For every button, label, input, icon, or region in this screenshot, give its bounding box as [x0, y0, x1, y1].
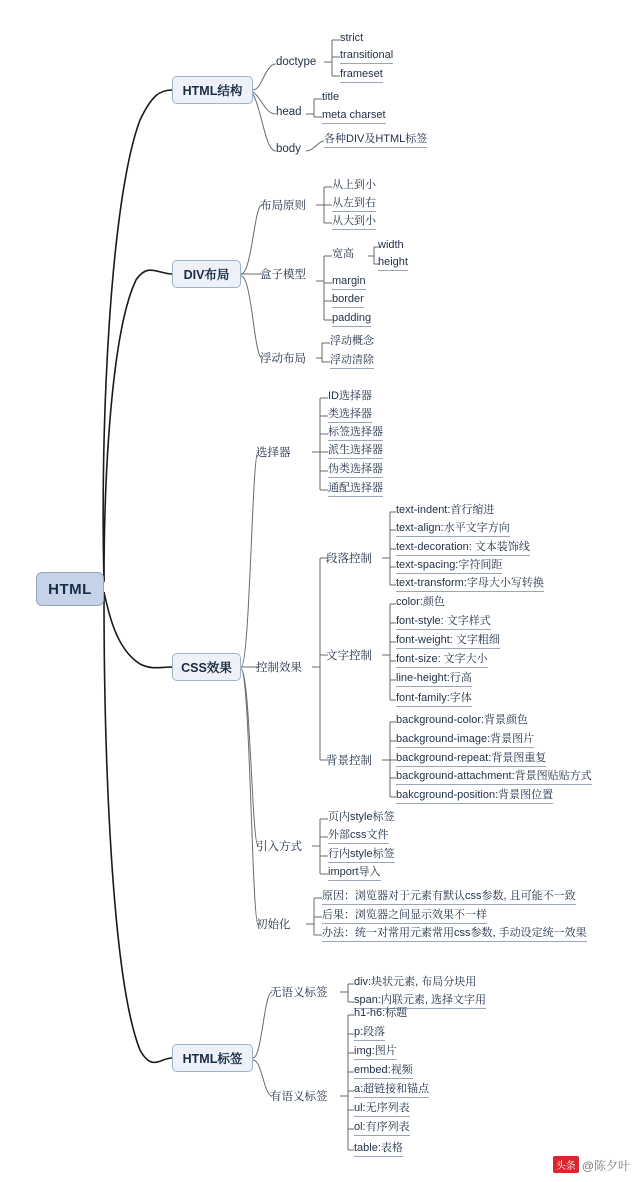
leaf-img[interactable]: img:图片: [354, 1045, 397, 1060]
node-background-control[interactable]: 背景控制: [326, 755, 372, 767]
leaf-id-selector[interactable]: ID选择器: [328, 390, 372, 402]
leaf-h1-h6[interactable]: h1-h6:标题: [354, 1007, 408, 1019]
branch-node-html-tags[interactable]: HTML标签: [172, 1044, 253, 1072]
watermark-text: @陈夕叶: [581, 1159, 630, 1173]
leaf-span[interactable]: span:内联元素, 选择文字用: [354, 994, 486, 1009]
leaf-frameset[interactable]: frameset: [340, 68, 383, 83]
leaf-line-height[interactable]: line-height:行高: [396, 672, 472, 687]
leaf-margin[interactable]: margin: [332, 275, 366, 290]
node-initialization[interactable]: 初始化: [256, 919, 291, 931]
node-control-effects[interactable]: 控制效果: [256, 662, 302, 674]
leaf-import-directive[interactable]: import导入: [328, 866, 381, 881]
leaf-height[interactable]: height: [378, 256, 408, 271]
leaf-meta-charset[interactable]: meta charset: [322, 109, 386, 124]
leaf-font-style[interactable]: font-style: 文字样式: [396, 615, 491, 630]
leaf-strict[interactable]: strict: [340, 32, 364, 44]
leaf-top-to-bottom[interactable]: 从上到小: [332, 179, 376, 191]
leaf-left-to-right[interactable]: 从左到右: [332, 197, 376, 212]
node-text-control[interactable]: 文字控制: [326, 650, 372, 662]
leaf-float-clear[interactable]: 浮动清除: [330, 354, 374, 369]
leaf-background-image[interactable]: background-image:背景图片: [396, 733, 534, 748]
node-selectors[interactable]: 选择器: [256, 447, 291, 459]
node-layout-principles[interactable]: 布局原则: [260, 200, 306, 212]
leaf-float-concept[interactable]: 浮动概念: [330, 335, 374, 347]
node-doctype[interactable]: doctype: [276, 56, 317, 68]
leaf-border[interactable]: border: [332, 293, 364, 308]
leaf-background-position[interactable]: bakcground-position:背景图位置: [396, 789, 553, 804]
leaf-text-decoration[interactable]: text-decoration: 文本装饰线: [396, 541, 530, 556]
leaf-tag-selector[interactable]: 标签选择器: [328, 426, 383, 441]
watermark: [553, 1156, 630, 1174]
node-semantic-tags[interactable]: 有语义标签: [270, 1091, 328, 1103]
branch-node-html-structure[interactable]: HTML结构: [172, 76, 253, 104]
leaf-big-to-small[interactable]: 从大到小: [332, 215, 376, 230]
leaf-init-consequence[interactable]: 后果：浏览器之间显示效果不一样: [322, 909, 487, 924]
node-box-model[interactable]: 盒子模型: [260, 269, 306, 281]
branch-node-css-effects[interactable]: CSS效果: [172, 653, 241, 681]
root-node[interactable]: HTML: [36, 572, 104, 606]
leaf-transitional[interactable]: transitional: [340, 49, 393, 64]
leaf-text-transform[interactable]: text-transform:字母大小写转换: [396, 577, 544, 592]
leaf-text-align[interactable]: text-align:水平文字方向: [396, 522, 510, 537]
node-float-layout[interactable]: 浮动布局: [260, 353, 306, 365]
leaf-width[interactable]: width: [378, 239, 404, 251]
leaf-class-selector[interactable]: 类选择器: [328, 408, 372, 423]
leaf-div[interactable]: div:块状元素, 布局分块用: [354, 976, 477, 988]
leaf-p[interactable]: p:段落: [354, 1026, 385, 1041]
leaf-background-repeat[interactable]: background-repeat:背景图重复: [396, 752, 546, 767]
leaf-ul[interactable]: ul:无序列表: [354, 1102, 410, 1117]
leaf-init-reason[interactable]: 原因：浏览器对于元素有默认css参数, 且可能不一致: [322, 890, 576, 905]
leaf-inline-style-tag[interactable]: 行内style标签: [328, 848, 395, 863]
leaf-font-weight[interactable]: font-weight: 文字粗细: [396, 634, 500, 649]
leaf-title[interactable]: title: [322, 91, 340, 103]
node-import-methods[interactable]: 引入方式: [256, 841, 302, 853]
leaf-a[interactable]: a:超链接和锚点: [354, 1083, 429, 1098]
node-non-semantic-tags[interactable]: 无语义标签: [270, 987, 328, 999]
leaf-init-method[interactable]: 办法：统一对常用元素常用css参数, 手动设定统一效果: [322, 927, 587, 942]
branch-node-div-layout[interactable]: DIV布局: [172, 260, 241, 288]
node-body[interactable]: body: [276, 143, 301, 155]
leaf-pseudo-class-selector[interactable]: 伪类选择器: [328, 463, 383, 478]
leaf-width-height-cn[interactable]: 宽高: [332, 248, 354, 260]
leaf-div-html-tags[interactable]: 各种DIV及HTML标签: [324, 133, 427, 148]
leaf-font-size[interactable]: font-size: 文字大小: [396, 653, 488, 668]
leaf-background-color[interactable]: background-color:背景颜色: [396, 714, 529, 726]
leaf-font-family[interactable]: font-family:字体: [396, 692, 472, 707]
leaf-ol[interactable]: ol:有序列表: [354, 1121, 410, 1136]
leaf-internal-style-tag[interactable]: 页内style标签: [328, 811, 395, 823]
leaf-descendant-selector[interactable]: 派生选择器: [328, 444, 383, 459]
leaf-external-css-file[interactable]: 外部css文件: [328, 829, 389, 844]
leaf-wildcard-selector[interactable]: 通配选择器: [328, 482, 383, 497]
leaf-padding[interactable]: padding: [332, 312, 371, 327]
watermark-badge: 头条: [553, 1156, 579, 1173]
leaf-embed[interactable]: embed:视频: [354, 1064, 413, 1079]
leaf-color[interactable]: color:颜色: [396, 596, 445, 608]
leaf-text-spacing[interactable]: text-spacing:字符间距: [396, 559, 502, 574]
leaf-background-attachment[interactable]: background-attachment:背景图贴贴方式: [396, 770, 592, 785]
leaf-text-indent[interactable]: text-indent:首行缩进: [396, 504, 495, 516]
node-head[interactable]: head: [276, 106, 302, 118]
node-paragraph-control[interactable]: 段落控制: [326, 553, 372, 565]
leaf-table[interactable]: table:表格: [354, 1142, 403, 1157]
